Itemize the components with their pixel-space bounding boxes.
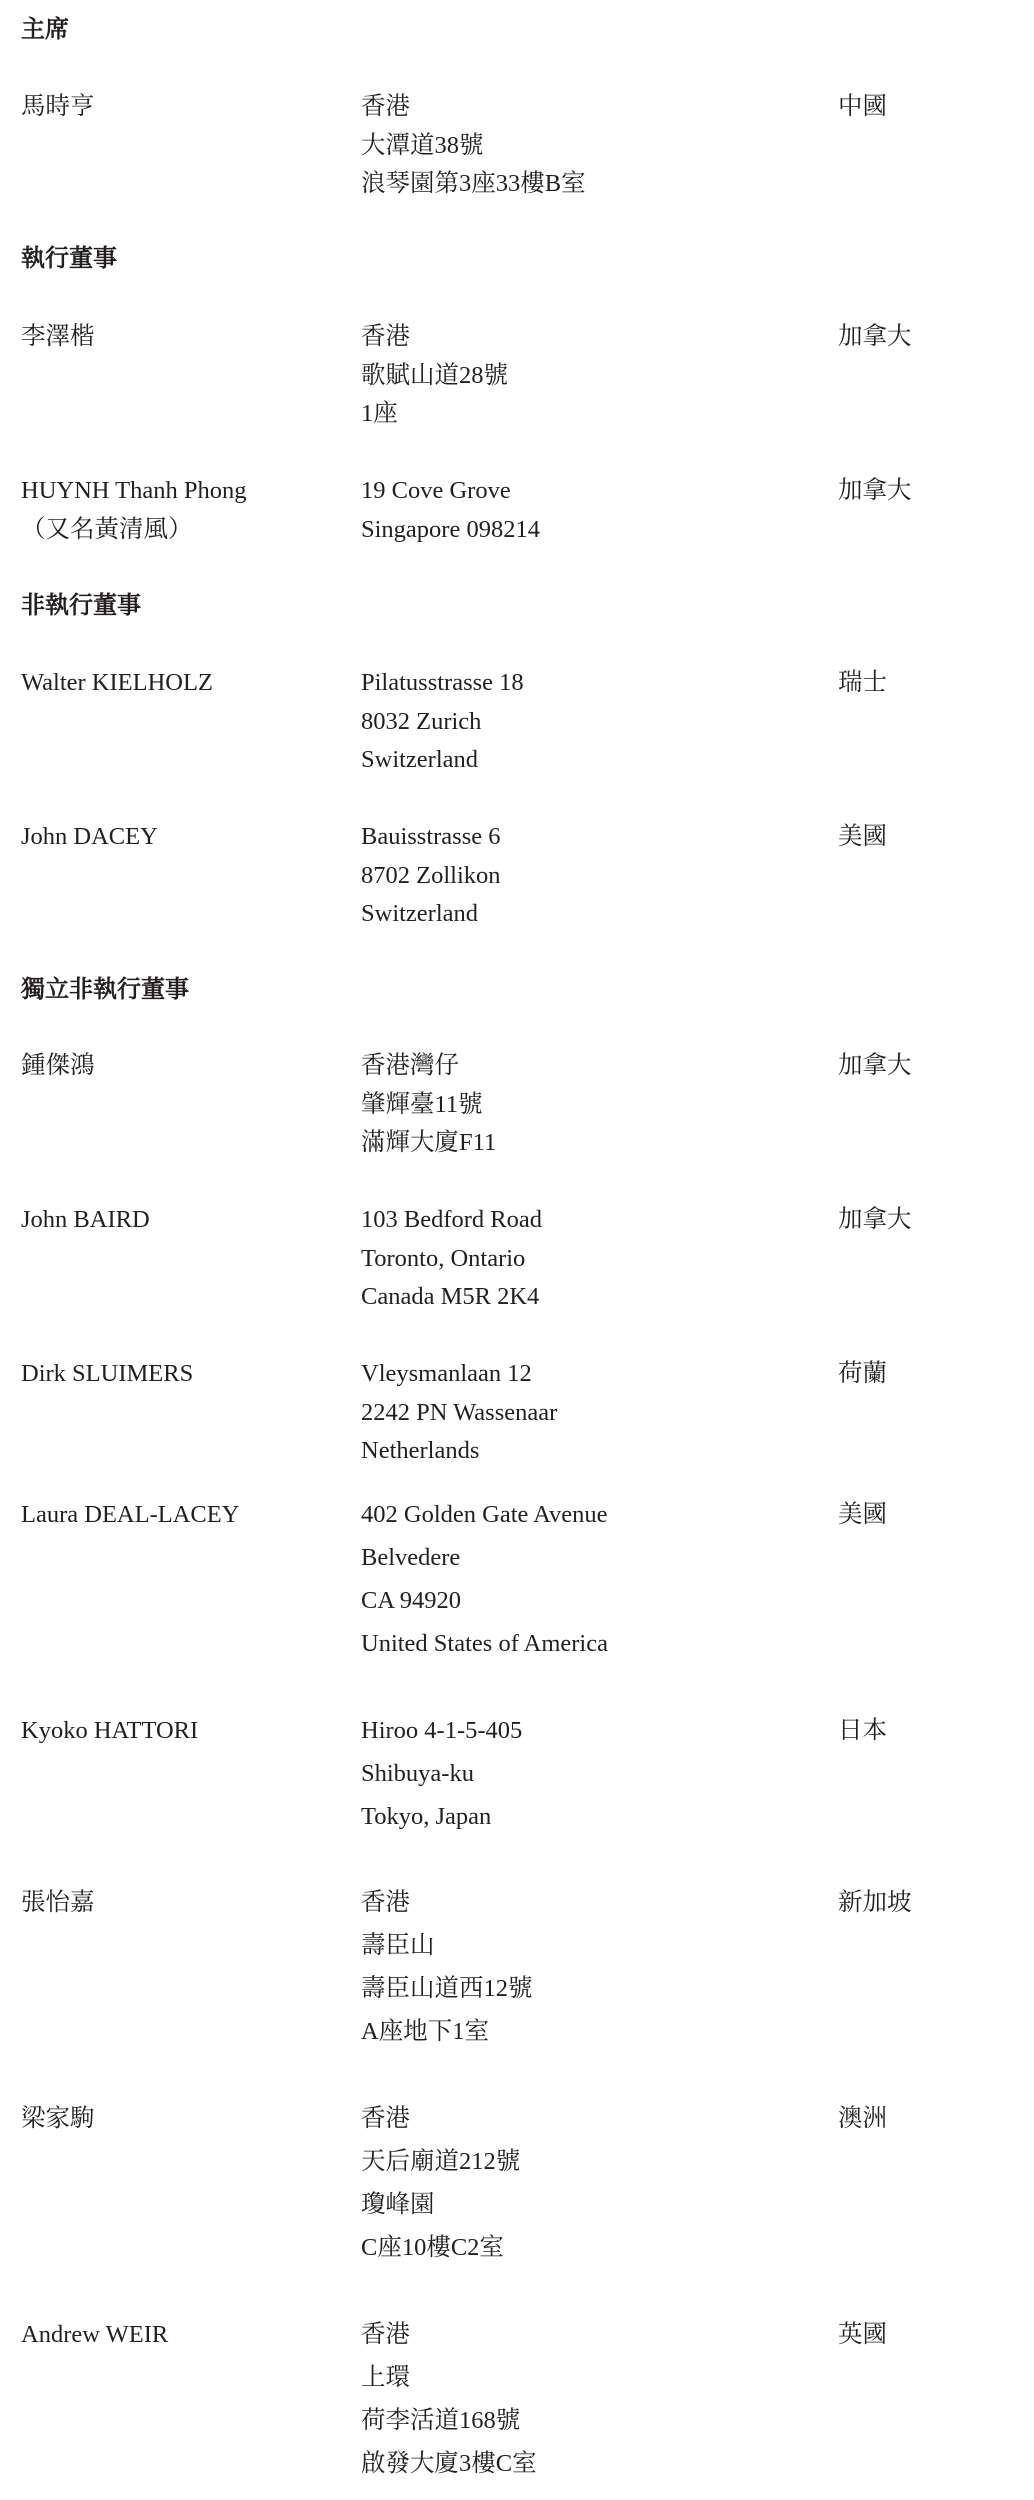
director-address <box>361 1493 608 1665</box>
address-line: Switzerland <box>361 746 479 773</box>
director-name <box>21 1881 95 1924</box>
address-line: A座地下1室 <box>361 2018 489 2045</box>
director-name <box>21 1201 150 1240</box>
section-heading-non-executive-directors: 非執行董事 <box>21 591 141 619</box>
address-line: 浪琴園第3座33樓B室 <box>361 170 586 197</box>
address-line: 402 Golden Gate Avenue <box>361 1501 608 1528</box>
address-line: 8032 Zurich <box>361 707 482 735</box>
director-nationality: 加拿大 <box>838 323 912 350</box>
director-nationality: 澳洲 <box>838 2105 887 2132</box>
director-name <box>21 2313 168 2356</box>
address-line: Pilatusstrasse 18 <box>361 669 524 696</box>
address-line: Toronto, Ontario <box>361 1244 526 1272</box>
address-line: Tokyo, Japan <box>361 1803 492 1830</box>
director-address <box>361 88 586 204</box>
name-line: （又名黃清風） <box>21 515 193 543</box>
address-line: 瓊峰園 <box>361 2191 435 2218</box>
address-line: 19 Cove Grove <box>361 477 511 504</box>
director-name <box>21 818 158 857</box>
director-nationality: 新加坡 <box>838 1889 912 1916</box>
director-nationality: 加拿大 <box>838 1206 912 1233</box>
name-line: Andrew WEIR <box>21 2321 169 2348</box>
name-line: Dirk SLUIMERS <box>21 1360 194 1387</box>
director-nationality: 加拿大 <box>838 477 912 504</box>
address-line: 8702 Zollikon <box>361 861 501 889</box>
address-line: Hiroo 4-1-5-405 <box>361 1717 523 1744</box>
address-line: 香港 <box>361 323 410 350</box>
address-line: 香港 <box>361 1889 410 1916</box>
director-nationality: 日本 <box>838 1717 887 1744</box>
name-line: 馬時亨 <box>21 93 95 120</box>
director-nationality: 英國 <box>838 2321 887 2348</box>
address-line: United States of America <box>361 1630 608 1657</box>
address-line: CA 94920 <box>361 1587 462 1614</box>
address-line: 香港 <box>361 2105 410 2132</box>
director-name <box>21 472 247 549</box>
address-line: 香港 <box>361 2321 410 2348</box>
address-line: 啟發大廈3樓C室 <box>361 2450 537 2477</box>
address-line: 2242 PN Wassenaar <box>361 1398 558 1426</box>
address-line: 上環 <box>361 2364 410 2391</box>
section-heading-chairman: 主席 <box>21 15 69 43</box>
address-line: Switzerland <box>361 900 479 927</box>
director-name <box>21 1047 95 1086</box>
director-name <box>21 88 95 127</box>
name-line: 張怡嘉 <box>21 1889 95 1916</box>
address-line: Bauisstrasse 6 <box>361 823 501 850</box>
address-line: 103 Bedford Road <box>361 1206 542 1233</box>
section-heading-executive-directors: 執行董事 <box>21 244 117 272</box>
director-name <box>21 318 95 357</box>
director-nationality: 中國 <box>838 93 887 120</box>
name-line: HUYNH Thanh Phong <box>21 477 247 504</box>
address-line: Shibuya-ku <box>361 1760 474 1787</box>
name-line: Kyoko HATTORI <box>21 1717 199 1744</box>
name-line: 梁家駒 <box>21 2105 95 2132</box>
address-line: Vleysmanlaan 12 <box>361 1360 532 1387</box>
director-address <box>361 472 540 549</box>
director-address <box>361 318 508 434</box>
director-address <box>361 1709 522 1838</box>
address-line: 壽臣山 <box>361 1932 435 1959</box>
address-line: Netherlands <box>361 1437 480 1464</box>
director-name <box>21 2097 95 2140</box>
director-address <box>361 1047 496 1163</box>
name-line: John BAIRD <box>21 1206 150 1233</box>
address-line: 1座 <box>361 400 398 427</box>
name-line: 李澤楷 <box>21 323 95 350</box>
director-nationality: 美國 <box>838 823 887 850</box>
name-line: Laura DEAL-LACEY <box>21 1501 240 1528</box>
director-address <box>361 664 524 780</box>
address-line: Canada M5R 2K4 <box>361 1283 540 1310</box>
director-address <box>361 2313 537 2485</box>
director-address <box>361 2097 520 2269</box>
director-name <box>21 1709 198 1752</box>
director-nationality: 瑞士 <box>838 669 887 696</box>
address-line: 香港 <box>361 93 410 120</box>
director-name <box>21 1493 239 1536</box>
director-name <box>21 664 213 703</box>
director-nationality: 荷蘭 <box>838 1360 887 1387</box>
address-line: 壽臣山道西12號 <box>361 1975 533 2002</box>
address-line: Singapore 098214 <box>361 515 540 543</box>
address-line: 歌賦山道28號 <box>361 361 508 389</box>
director-address <box>361 818 501 934</box>
director-nationality: 加拿大 <box>838 1052 912 1079</box>
address-line: 大潭道38號 <box>361 131 484 159</box>
address-line: 天后廟道212號 <box>361 2148 521 2175</box>
section-heading-independent-non-executive-directors: 獨立非執行董事 <box>21 975 189 1003</box>
director-nationality: 美國 <box>838 1501 887 1528</box>
address-line: 滿輝大廈F11 <box>361 1129 497 1156</box>
name-line: John DACEY <box>21 823 158 850</box>
address-line: 香港灣仔 <box>361 1052 459 1079</box>
address-line: Belvedere <box>361 1544 461 1571</box>
director-address <box>361 1355 557 1471</box>
name-line: 鍾傑鴻 <box>21 1052 95 1079</box>
address-line: 肇輝臺11號 <box>361 1090 483 1118</box>
director-address <box>361 1201 542 1317</box>
name-line: Walter KIELHOLZ <box>21 669 213 696</box>
address-line: C座10樓C2室 <box>361 2234 504 2261</box>
director-name <box>21 1355 193 1394</box>
director-address <box>361 1881 533 2053</box>
address-line: 荷李活道168號 <box>361 2407 521 2434</box>
